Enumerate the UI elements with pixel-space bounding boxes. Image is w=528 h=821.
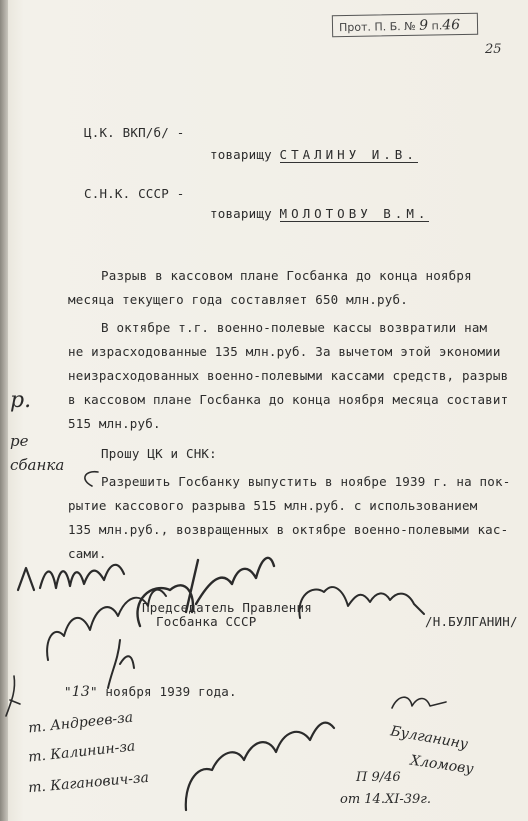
signatory-title-2: Госбанка СССР — [156, 614, 257, 629]
body-line: Разрешить Госбанку выпустить в ноябре 1939 г. на пок- — [101, 474, 511, 489]
body-line: сами. — [68, 546, 107, 561]
stamp-item: 46 — [442, 17, 461, 34]
document-date — [64, 684, 237, 700]
stamp-number: 9 — [419, 17, 429, 34]
margin-bracket-mark — [85, 472, 98, 486]
addressee-name-2: МОЛОТОВУ В.М. — [279, 206, 430, 221]
addressee-org-1: Ц.К. ВКП/б/ - — [84, 125, 185, 140]
vote-andreev: т. Андреев-за — [27, 709, 134, 737]
registration-stamp — [332, 13, 478, 38]
body-line: в кассовом плане Госбанка до конца ноября месяца составит — [68, 392, 509, 407]
binding-edge — [0, 0, 8, 821]
resolution-line-1: Булганину — [389, 723, 470, 753]
resolution-initials — [392, 697, 446, 708]
body-line: 135 млн.руб., возвращенных в октябре военно-полевыми кас- — [68, 522, 509, 537]
body-line: рытие кассового разрыва 515 млн.руб. с использованием — [68, 498, 478, 513]
signatory-name: /Н.БУЛГАНИН/ — [425, 614, 518, 629]
vote-kaganovich: т. Каганович-за — [27, 769, 150, 797]
date-quote-close: " — [89, 684, 98, 699]
addressee-prefix-2: товарищу — [210, 206, 272, 221]
reference-date: от 14.XI-39г. — [340, 792, 431, 807]
stamp-printed-text: Прот. П. Б. № — [338, 19, 416, 35]
addressee-line-2 — [210, 206, 429, 221]
page-number: 25 — [485, 42, 502, 57]
margin-note-mid2: сбанка — [10, 456, 65, 474]
margin-scribble-left — [6, 676, 20, 716]
margin-note-top: р. — [10, 388, 32, 413]
resolution-line-2: Хломову — [409, 752, 475, 778]
signature-mikoyan — [18, 565, 124, 590]
body-line: не израсходованные 135 млн.руб. За вычетом этой экономии — [68, 344, 501, 359]
date-rest: ноября 1939 года. — [105, 684, 237, 699]
addressee-prefix-1: товарищу — [210, 147, 272, 162]
reference-number: П 9/46 — [356, 770, 401, 785]
margin-note-mid1: ре — [10, 432, 29, 450]
body-line: Разрыв в кассовом плане Госбанка до конца ноября — [101, 268, 472, 283]
stamp-sep: п. — [431, 19, 443, 33]
vote-kalinin: т. Калинин-за — [27, 738, 137, 766]
signature-voroshilov — [186, 723, 334, 810]
body-line: неизрасходованных военно-полевыми кассами средств, разрыв — [68, 368, 509, 383]
addressee-line-1 — [210, 147, 418, 162]
date-day: 13 — [71, 684, 90, 700]
signature-initial — [108, 640, 134, 688]
body-line: месяца текущего года составляет 650 млн.руб. — [68, 292, 408, 307]
addressee-org-2: С.Н.К. СССР - — [84, 186, 185, 201]
body-line: 515 млн.руб. — [68, 416, 161, 431]
signature-bulganin — [299, 587, 424, 618]
body-line: В октябре т.г. военно-полевые кассы возвратили нам — [101, 320, 488, 335]
body-line: Прошу ЦК и СНК: — [101, 446, 217, 461]
date-quote-open: " — [64, 684, 72, 699]
signatory-title-1: Председатель Правления — [142, 600, 312, 615]
addressee-name-1: СТАЛИНУ И.В. — [279, 147, 418, 162]
